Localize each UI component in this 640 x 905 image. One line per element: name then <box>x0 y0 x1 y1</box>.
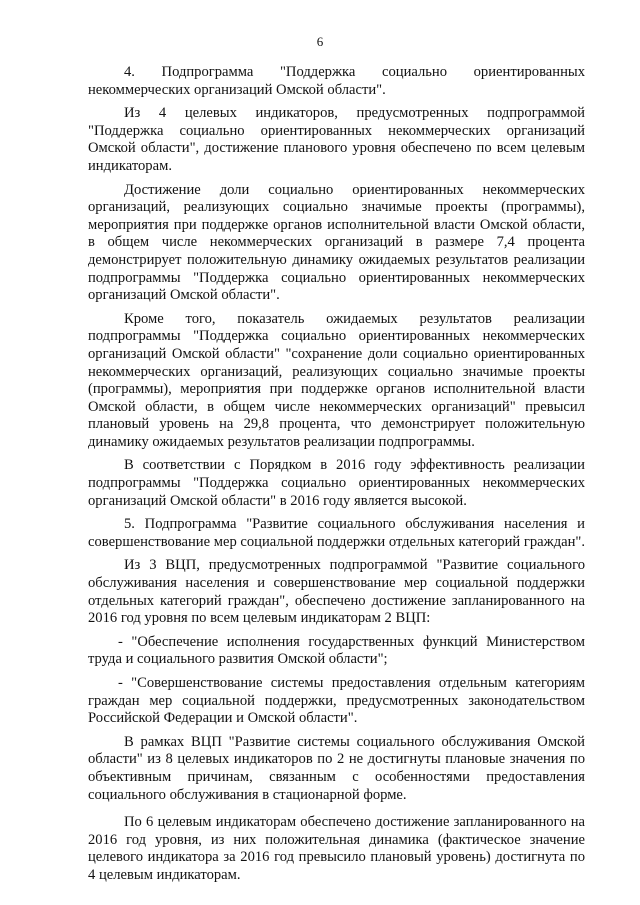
paragraph: По 6 целевым индикаторам обеспечено достижение запланированного на 2016 год уровня, из них положительная динамика (фактическое значение целевого индикатора за 2016 год превысило плановый уровень) достигнута по 4 целевым индикаторам. <box>88 814 585 883</box>
section-heading-5: 5. Подпрограмма "Развитие социального обслуживания населения и совершенствование мер социальной поддержки отдельных категорий граждан". <box>88 516 586 550</box>
list-item: - "Обеспечение исполнения государственных функций Министерством труда и социального развития Омской области"; <box>88 633 585 668</box>
page-number: 6 <box>316 34 324 49</box>
paragraph: Достижение доли социально ориентированных некоммерческих организаций, реализующих социально значимые проекты (программы), мероприятия при поддержке органов исполнительной власти Омской области, в общем числе некоммерческих организаций в размере 7,4 процента демонстрирует положительную динамику ожидаемых результатов реализации подпрограммы "Поддержка социально ориентированных некоммерческих организаций Омской области". <box>88 181 585 304</box>
paragraph: Из 4 целевых индикаторов, предусмотренных подпрограммой "Поддержка социально ориентированных некоммерческих организаций Омской области", достижение планового уровня обеспечено по всем целевым индикаторам. <box>88 105 585 174</box>
list-item: - "Совершенствование системы предоставления отдельным категориям граждан мер социальной поддержки, предусмотренных законодательством Российской Федерации и Омской области". <box>88 675 585 727</box>
section-heading-4: 4. Подпрограмма "Поддержка социально ориентированных некоммерческих организаций Омской области". <box>88 64 585 98</box>
document-body <box>88 64 585 885</box>
paragraph: В соответствии с Порядком в 2016 году эффективность реализации подпрограммы "Поддержка социально ориентированных некоммерческих организаций Омской области" в 2016 году является высокой. <box>88 457 585 509</box>
paragraph: Из 3 ВЦП, предусмотренных подпрограммой "Развитие социального обслуживания населения и совершенствование мер социальной поддержки отдельных категорий граждан", обеспечено достижение запланированного на 2016 год уровня по всем целевым индикаторам 2 ВЦП: <box>88 557 585 627</box>
paragraph: Кроме того, показатель ожидаемых результатов реализации подпрограммы "Поддержка социально ориентированных некоммерческих организаций Омской области" "сохранение доли социально ориентированных некоммерческих организаций, реализующих социально значимые проекты (программы), мероприятия при поддержке органов исполнительной власти Омской области, в общем числе некоммерческих организаций" превысил плановый уровень на 29,8 процента, что демонстрирует положительную динамику ожидаемых результатов реализации подпрограммы. <box>88 310 585 450</box>
paragraph: В рамках ВЦП "Развитие системы социального обслуживания Омской области" из 8 целевых индикаторов по 2 не достигнуты плановые значения по объективным причинам, связанным с особенностями предоставления социального обслуживания в стационарной форме. <box>88 733 585 803</box>
